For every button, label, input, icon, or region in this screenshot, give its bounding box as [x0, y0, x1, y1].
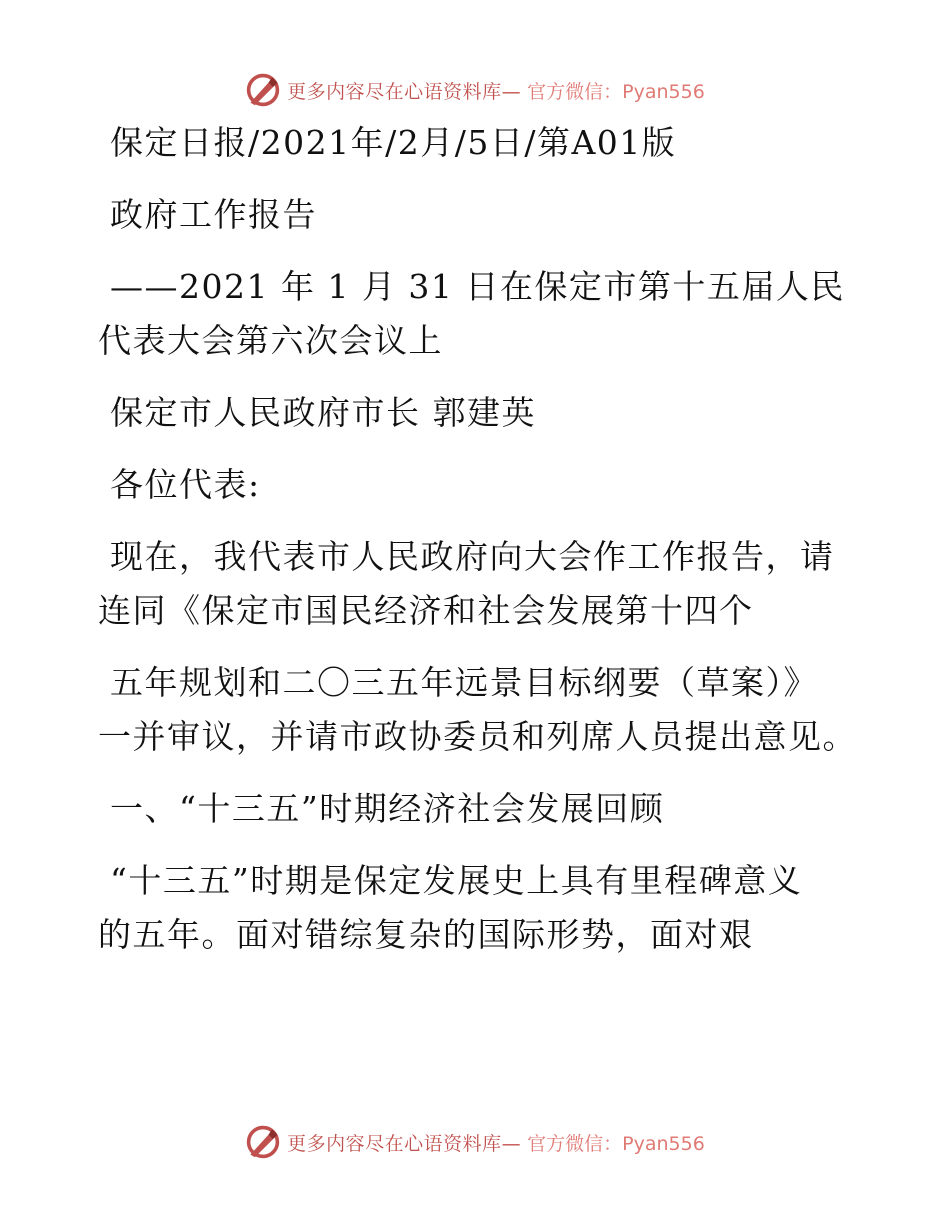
- banner-text: 更多内容尽在心语资料库—: [287, 80, 522, 103]
- paragraph-3-line-2: 的五年。面对错综复杂的国际形势，面对艰: [98, 915, 754, 954]
- paragraph-2-line-1: 五年规划和二〇三五年远景目标纲要（草案）》: [110, 663, 818, 702]
- subtitle-line-2: 代表大会第六次会议上: [98, 321, 443, 360]
- pen-logo-icon: [245, 72, 281, 108]
- paragraph-2-line-2: 一并审议，并请市政协委员和列席人员提出意见。: [98, 717, 857, 756]
- subtitle-line-1: ——2021 年 1 月 31 日在保定市第十五届人民: [110, 267, 845, 306]
- footer-banner: [0, 1124, 950, 1160]
- banner-wechat-id: 官方微信：Pyan556: [527, 1132, 705, 1155]
- header-banner: [0, 72, 950, 108]
- salutation: 各位代表:: [110, 465, 261, 504]
- source-line: 保定日报/2021年/2月/5日/第A01版: [110, 123, 677, 162]
- banner-text: 更多内容尽在心语资料库—: [287, 1132, 522, 1155]
- paragraph-1-line-1: 现在，我代表市人民政府向大会作工作报告，请: [110, 537, 835, 576]
- document-body: [98, 123, 857, 954]
- pen-logo-icon: [245, 1124, 281, 1160]
- document-title: 政府工作报告: [110, 195, 317, 234]
- author-line: 保定市人民政府市长 郭建英: [110, 393, 536, 432]
- paragraph-1-line-2: 连同《保定市国民经济和社会发展第十四个: [98, 591, 754, 630]
- section-heading: 一、“十三五”时期经济社会发展回顾: [110, 789, 665, 828]
- paragraph-3-line-1: “十三五”时期是保定发展史上具有里程碑意义: [110, 861, 803, 900]
- banner-wechat-id: 官方微信：Pyan556: [527, 80, 705, 103]
